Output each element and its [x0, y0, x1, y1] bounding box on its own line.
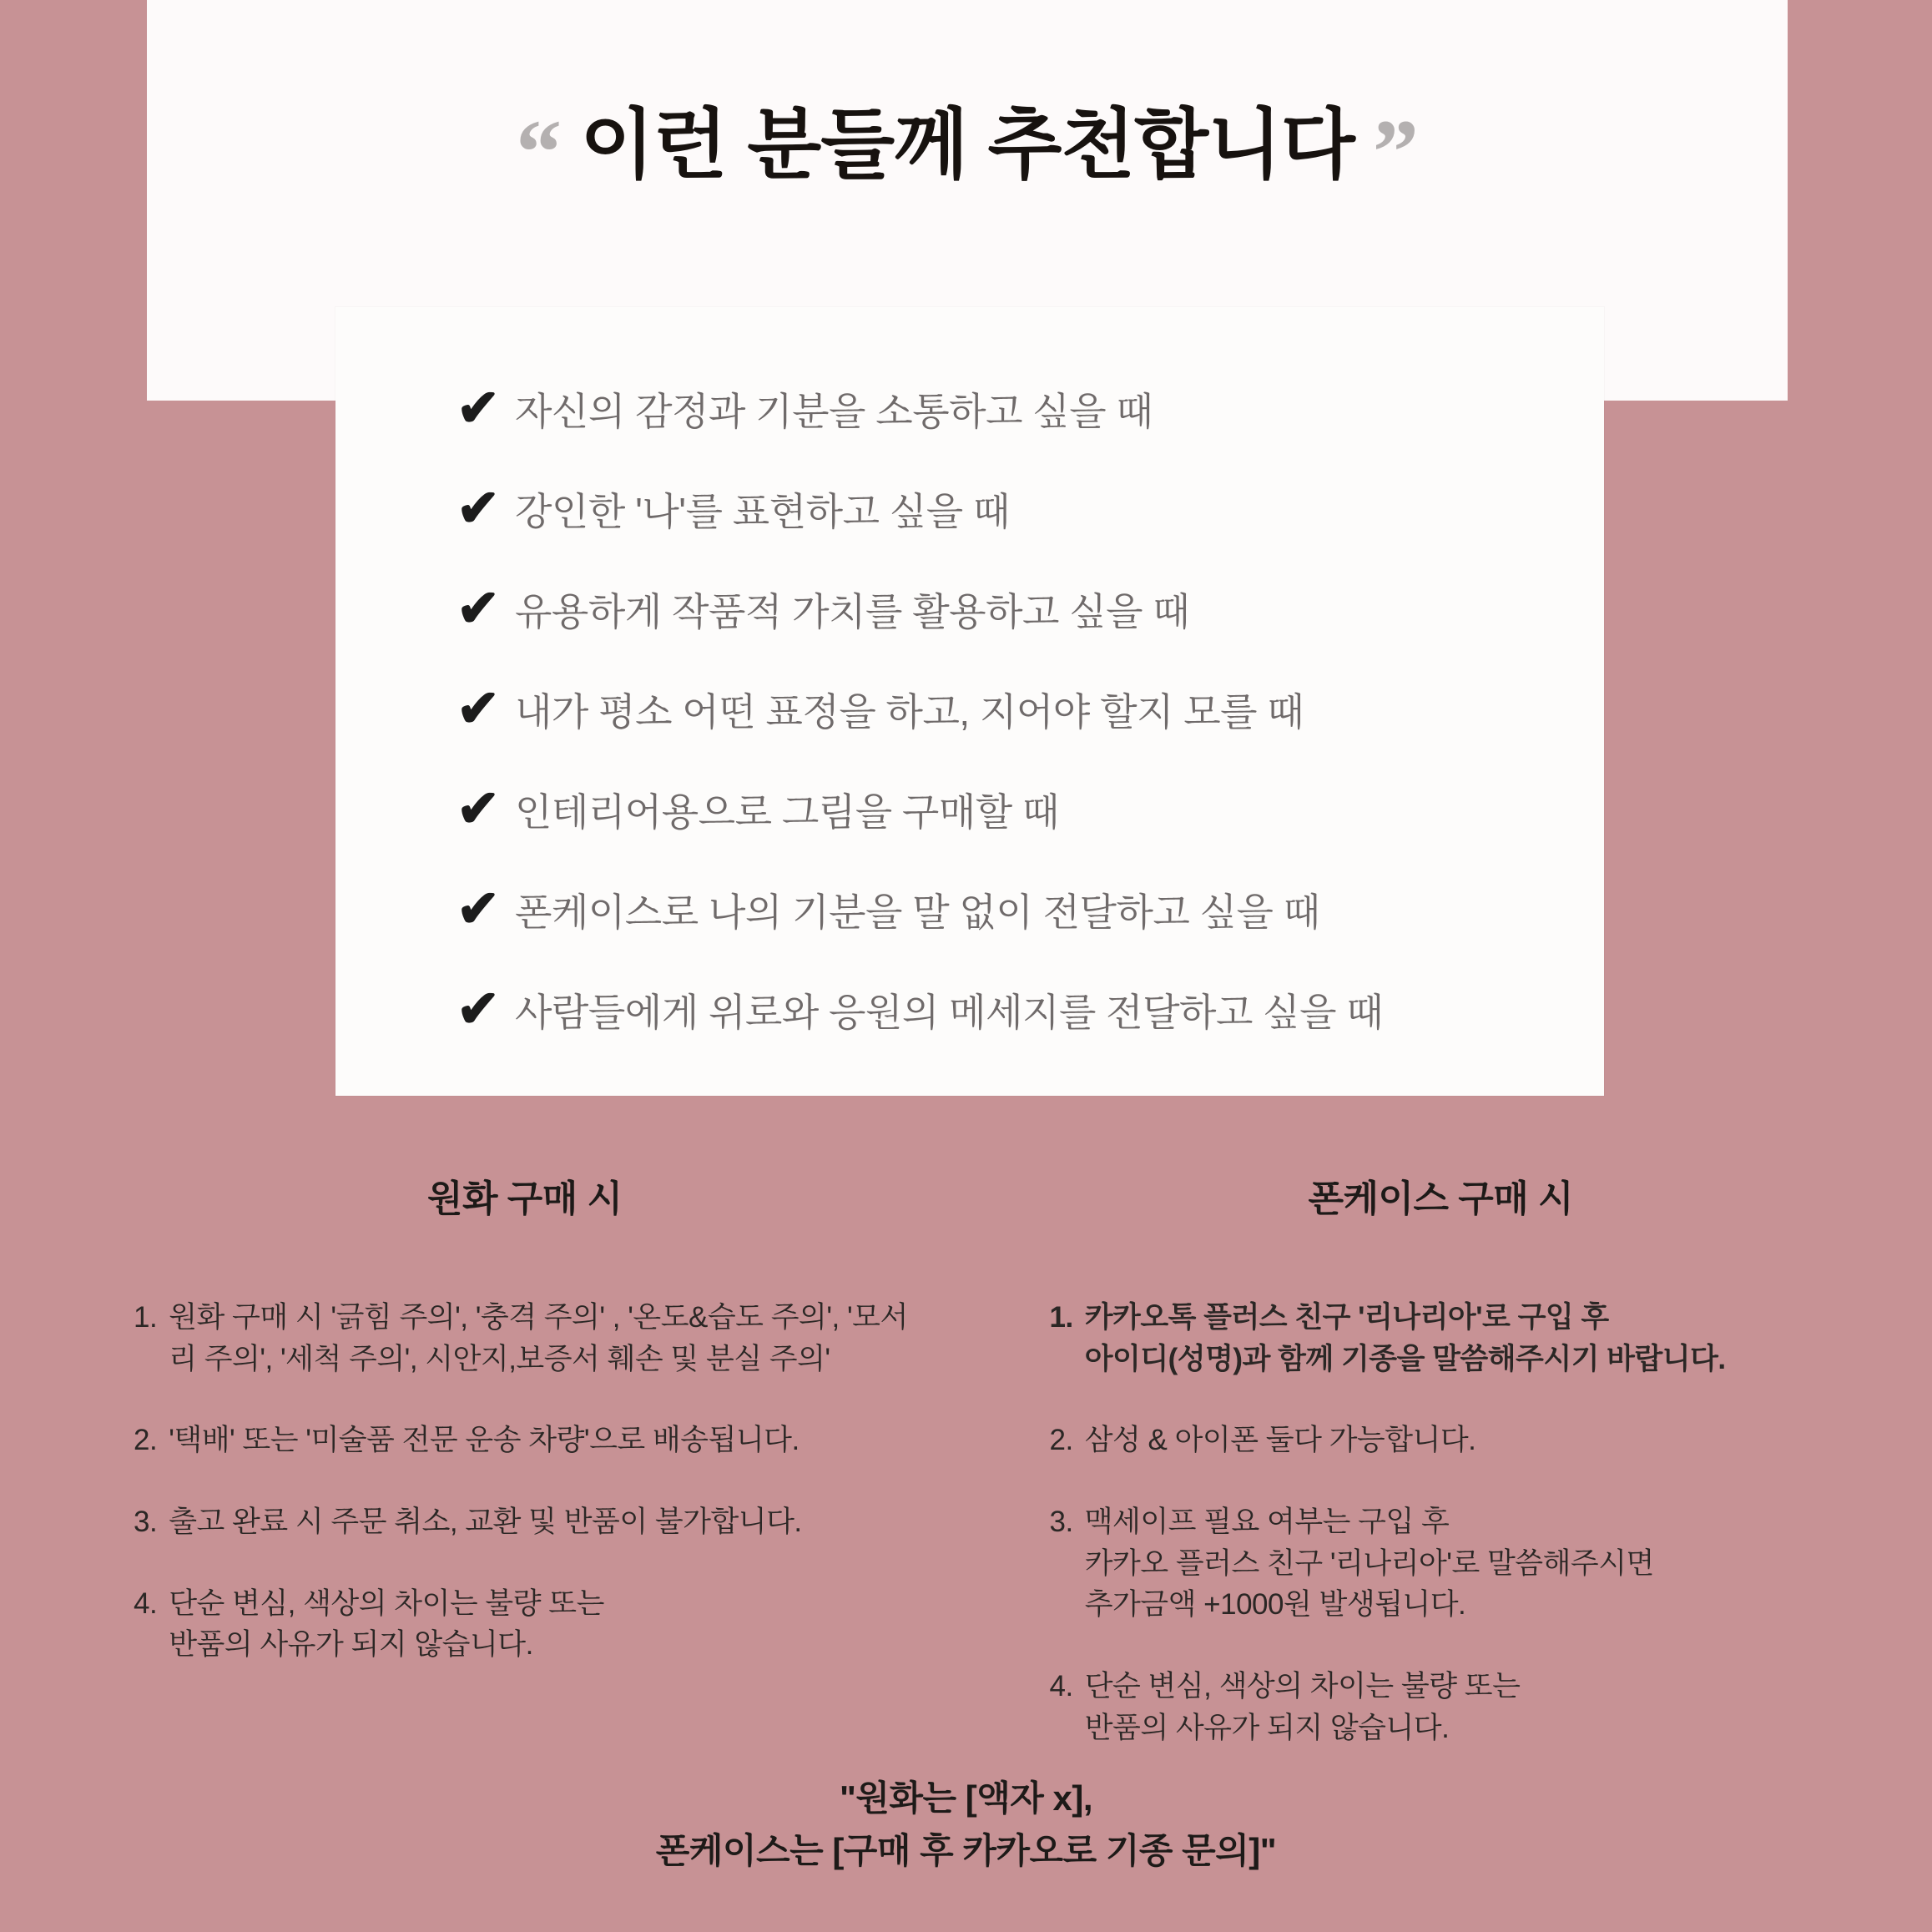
recommendation-card — [335, 307, 1604, 1096]
note-text: 원화 구매 시 '긁힘 주의', '충격 주의' , '온도&습도 주의', '모서리 주의', '세척 주의', 시안지,보증서 훼손 및 분실 주의' — [169, 1301, 908, 1375]
check-icon: ✔ — [457, 780, 500, 838]
list-item-label: 유용하게 작품적 가치를 활용하고 싶을 때 — [515, 590, 1190, 633]
recommendation-list — [335, 359, 1604, 1060]
note-text: 맥세이프 필요 여부는 구입 후 카카오 플러스 친구 '리나리아'로 말씀해주시면 추가금액 +1000원 발생됩니다. — [1084, 1506, 1654, 1622]
note-text: 삼성 & 아이폰 둘다 가능합니다. — [1084, 1424, 1476, 1457]
note-text: 카카오톡 플러스 친구 '리나리아'로 구입 후 아이디(성명)과 함께 기종을 말씀해주시기 바랍니다. — [1084, 1301, 1726, 1375]
list-item-label: 자신의 감정과 기분을 소통하고 싶을 때 — [515, 390, 1153, 433]
phone-case-column — [966, 1168, 1932, 1789]
phone-case-note-list — [1050, 1297, 1833, 1749]
quote-close-icon: ” — [1372, 101, 1419, 203]
note-item — [1050, 1420, 1833, 1461]
original-artwork-column — [0, 1168, 966, 1789]
note-item — [134, 1583, 916, 1666]
check-icon: ✔ — [457, 480, 500, 537]
check-icon: ✔ — [457, 981, 500, 1038]
note-text: '택배' 또는 '미술품 전문 운송 차량'으로 배송됩니다. — [169, 1424, 800, 1457]
note-item — [134, 1420, 916, 1461]
note-text: 단순 변심, 색상의 차이는 불량 또는 반품의 사유가 되지 않습니다. — [169, 1586, 604, 1662]
list-item — [335, 459, 1604, 559]
list-item — [335, 359, 1604, 459]
footer-line-1: "원화는 [액자 x], — [839, 1778, 1093, 1818]
note-item — [1050, 1501, 1833, 1626]
check-icon: ✔ — [457, 880, 500, 938]
page-title: 이런 분들께 추천합니다 — [580, 103, 1354, 188]
note-number: 3. — [1049, 1506, 1073, 1539]
original-artwork-note-list — [134, 1297, 916, 1666]
note-item — [134, 1501, 916, 1543]
list-item-label: 사람들에게 위로와 응원의 메세지를 전달하고 싶을 때 — [515, 991, 1384, 1034]
list-item-label: 인테리어용으로 그림을 구매할 때 — [515, 790, 1059, 834]
column-title: 폰케이스 구매 시 — [1308, 1178, 1573, 1219]
list-item — [335, 759, 1604, 860]
note-number: 2. — [134, 1424, 158, 1457]
header-title-row — [147, 83, 1788, 203]
list-item — [335, 860, 1604, 960]
note-item — [1050, 1297, 1833, 1380]
check-icon: ✔ — [457, 380, 500, 437]
note-text: 출고 완료 시 주문 취소, 교환 및 반품이 불가합니다. — [169, 1506, 802, 1539]
footer-note — [0, 1772, 1932, 1877]
note-number: 3. — [134, 1506, 158, 1539]
footer-line-2: 폰케이스는 [구매 후 카카오로 기종 문의]" — [655, 1831, 1277, 1870]
list-item — [335, 559, 1604, 659]
list-item-label: 내가 평소 어떤 표정을 하고, 지어야 할지 모를 때 — [515, 690, 1304, 734]
quote-open-icon: “ — [516, 101, 562, 203]
note-text: 단순 변심, 색상의 차이는 불량 또는 반품의 사유가 되지 않습니다. — [1084, 1670, 1521, 1744]
check-icon: ✔ — [457, 580, 500, 638]
check-icon: ✔ — [457, 680, 500, 738]
column-title: 원화 구매 시 — [427, 1178, 623, 1219]
note-item — [134, 1297, 916, 1380]
note-number: 4. — [1049, 1670, 1073, 1703]
list-item — [335, 659, 1604, 759]
note-number: 1. — [134, 1301, 158, 1334]
note-number: 1. — [1049, 1301, 1073, 1334]
note-number: 2. — [1049, 1424, 1073, 1457]
notes-section — [0, 1168, 1932, 1789]
list-item-label: 폰케이스로 나의 기분을 말 없이 전달하고 싶을 때 — [515, 890, 1320, 934]
note-number: 4. — [134, 1586, 158, 1620]
note-item — [1050, 1666, 1833, 1748]
list-item-label: 강인한 '나'를 표현하고 싶을 때 — [515, 490, 1010, 533]
list-item — [335, 960, 1604, 1060]
